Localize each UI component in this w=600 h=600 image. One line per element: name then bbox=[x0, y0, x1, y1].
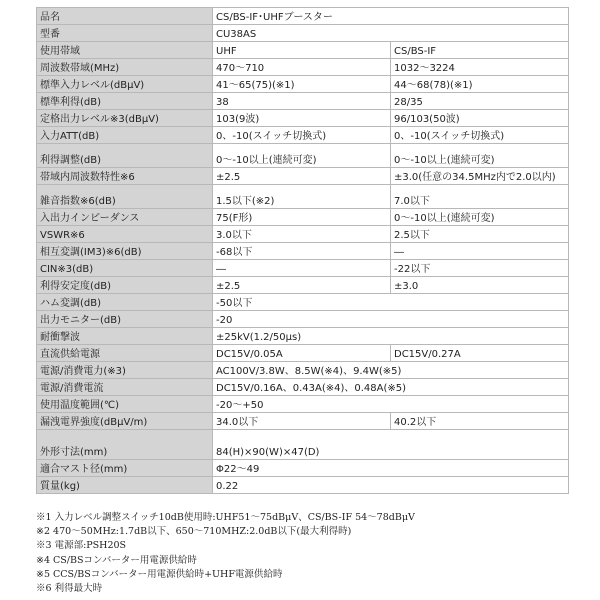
spec-value: 41～65(75)(※1) bbox=[213, 76, 391, 93]
spec-value: UHF bbox=[213, 42, 391, 59]
spec-row bbox=[37, 277, 569, 294]
spec-row bbox=[37, 311, 569, 328]
spec-value: 1032～3224 bbox=[391, 59, 569, 76]
spec-label: 入出力インピーダンス bbox=[37, 209, 213, 226]
spec-row bbox=[37, 127, 569, 144]
spec-table bbox=[36, 7, 569, 494]
footnote: ※2 470～50MHz:1.7dB以下、650～710MHZ:2.0dB以下(最大利得時) bbox=[36, 526, 352, 538]
spec-label: ハム変調(dB) bbox=[37, 294, 213, 311]
spec-value: DC15V/0.27A bbox=[391, 345, 569, 362]
spec-value: 96/103(50波) bbox=[391, 110, 569, 127]
spec-row bbox=[37, 243, 569, 260]
spec-label: 周波数帯域(MHz) bbox=[37, 59, 213, 76]
spec-row bbox=[37, 413, 569, 430]
spec-value: ― bbox=[213, 260, 391, 277]
spec-row bbox=[37, 460, 569, 477]
spec-row bbox=[37, 379, 569, 396]
footnote: ※6 利得最大時 bbox=[36, 583, 103, 595]
spec-value: -20～+50 bbox=[213, 396, 569, 413]
footnotes bbox=[36, 511, 576, 596]
spec-row bbox=[37, 93, 569, 110]
spec-label: 耐衝撃波 bbox=[37, 328, 213, 345]
spec-value: 2.5以下 bbox=[391, 226, 569, 243]
spec-value: 1.5以下(※2) bbox=[213, 185, 391, 209]
spec-value: ±2.5 bbox=[213, 277, 391, 294]
spec-label: 外形寸法(mm) bbox=[37, 430, 213, 460]
spec-row bbox=[37, 144, 569, 168]
spec-value: CS/BS-IF･UHFブースター bbox=[213, 8, 569, 25]
spec-value: 0.22 bbox=[213, 477, 569, 494]
spec-row bbox=[37, 168, 569, 185]
spec-label: 標準利得(dB) bbox=[37, 93, 213, 110]
footnote: ※3 電源部:PSH20S bbox=[36, 540, 127, 552]
spec-row bbox=[37, 110, 569, 127]
spec-value: -20 bbox=[213, 311, 569, 328]
spec-row bbox=[37, 209, 569, 226]
spec-row bbox=[37, 260, 569, 277]
spec-row bbox=[37, 396, 569, 413]
spec-row bbox=[37, 328, 569, 345]
spec-label: 相互変調(IM3)※6(dB) bbox=[37, 243, 213, 260]
spec-label: 質量(kg) bbox=[37, 477, 213, 494]
spec-value: CS/BS-IF bbox=[391, 42, 569, 59]
footnote: ※1 入力レベル調整スイッチ10dB使用時:UHF51～75dBμV、CS/BS-IF 54～78dBμV bbox=[36, 512, 415, 523]
spec-label: 雑音指数※6(dB) bbox=[37, 185, 213, 209]
spec-label: 標準入力レベル(dBμV) bbox=[37, 76, 213, 93]
spec-value: 3.0以下 bbox=[213, 226, 391, 243]
spec-row bbox=[37, 226, 569, 243]
spec-label: 利得調整(dB) bbox=[37, 144, 213, 168]
spec-label: CIN※3(dB) bbox=[37, 260, 213, 277]
spec-value: 0、-10(スイッチ切換式) bbox=[391, 127, 569, 144]
spec-row bbox=[37, 59, 569, 76]
spec-value: 40.2以下 bbox=[391, 413, 569, 430]
spec-row bbox=[37, 345, 569, 362]
spec-value: 38 bbox=[213, 93, 391, 110]
spec-value: -68以下 bbox=[213, 243, 391, 260]
spec-label: 直流供給電源 bbox=[37, 345, 213, 362]
spec-label: 型番 bbox=[37, 25, 213, 42]
spec-label: VSWR※6 bbox=[37, 226, 213, 243]
spec-value: DC15V/0.05A bbox=[213, 345, 391, 362]
spec-value: 28/35 bbox=[391, 93, 569, 110]
spec-value: ― bbox=[391, 243, 569, 260]
spec-label: 品名 bbox=[37, 8, 213, 25]
spec-label: 電源/消費電流 bbox=[37, 379, 213, 396]
spec-value: 0～-10以上(連続可変) bbox=[213, 144, 391, 168]
spec-value: ±3.0(任意の34.5MHz内で2.0以内) bbox=[391, 168, 569, 185]
spec-row bbox=[37, 8, 569, 25]
spec-value: Φ22～49 bbox=[213, 460, 569, 477]
spec-value: -50以下 bbox=[213, 294, 569, 311]
spec-label: 漏洩電界強度(dBμV/m) bbox=[37, 413, 213, 430]
spec-row bbox=[37, 362, 569, 379]
spec-value: ±2.5 bbox=[213, 168, 391, 185]
spec-value: -22以下 bbox=[391, 260, 569, 277]
spec-label: 定格出力レベル※3(dBμV) bbox=[37, 110, 213, 127]
footnote: ※5 CCS/BSコンバーター用電源供給時+UHF電源供給時 bbox=[36, 568, 283, 580]
spec-value: ±3.0 bbox=[391, 277, 569, 294]
spec-label: 帯域内周波数特性※6 bbox=[37, 168, 213, 185]
spec-value: AC100V/3.8W、8.5W(※4)、9.4W(※5) bbox=[213, 362, 569, 379]
spec-value: 75(F形) bbox=[213, 209, 391, 226]
spec-value: CU38AS bbox=[213, 25, 569, 42]
spec-value: 0、-10(スイッチ切換式) bbox=[213, 127, 391, 144]
spec-row bbox=[37, 25, 569, 42]
spec-row bbox=[37, 477, 569, 494]
spec-value: 84(H)×90(W)×47(D) bbox=[213, 430, 569, 460]
spec-label: 電源/消費電力(※3) bbox=[37, 362, 213, 379]
spec-value: 34.0以下 bbox=[213, 413, 391, 430]
spec-value: ±25kV(1.2/50μs) bbox=[213, 328, 569, 345]
spec-value: 7.0以下 bbox=[391, 185, 569, 209]
spec-value: 0～-10以上(連続可変) bbox=[391, 209, 569, 226]
spec-value: 0～-10以上(連続可変) bbox=[391, 144, 569, 168]
spec-row bbox=[37, 76, 569, 93]
spec-value: 44～68(78)(※1) bbox=[391, 76, 569, 93]
spec-value: DC15V/0.16A、0.43A(※4)、0.48A(※5) bbox=[213, 379, 569, 396]
spec-label: 入力ATT(dB) bbox=[37, 127, 213, 144]
spec-label: 適合マスト径(mm) bbox=[37, 460, 213, 477]
spec-label: 出力モニター(dB) bbox=[37, 311, 213, 328]
spec-label: 利得安定度(dB) bbox=[37, 277, 213, 294]
footnote: ※4 CS/BSコンバーター用電源供給時 bbox=[36, 554, 197, 566]
spec-label: 使用温度範囲(℃) bbox=[37, 396, 213, 413]
spec-value: 103(9波) bbox=[213, 110, 391, 127]
spec-row bbox=[37, 294, 569, 311]
spec-row bbox=[37, 430, 569, 460]
spec-value: 470～710 bbox=[213, 59, 391, 76]
spec-row bbox=[37, 42, 569, 59]
spec-row bbox=[37, 185, 569, 209]
spec-label: 使用帯域 bbox=[37, 42, 213, 59]
